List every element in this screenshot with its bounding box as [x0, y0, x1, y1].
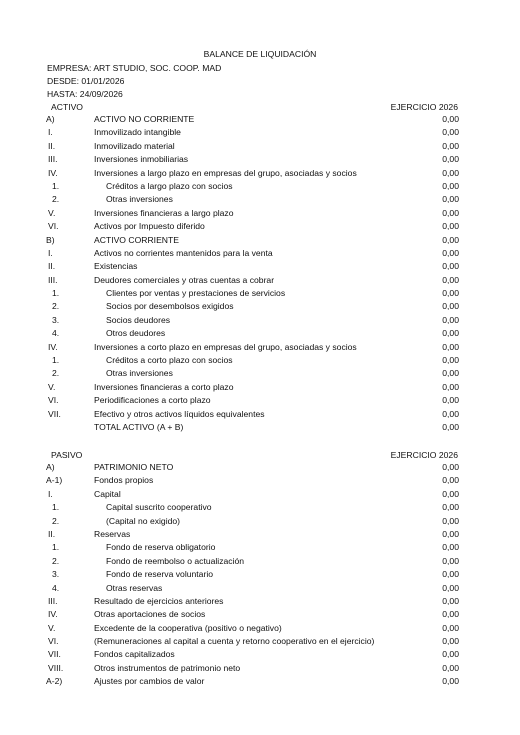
row-code: I.: [48, 488, 53, 499]
row-label: Otras inversiones: [106, 368, 173, 379]
row-label: Fondos capitalizados: [94, 649, 175, 660]
row-code: II.: [48, 528, 56, 539]
date-from-line: DESDE: 01/01/2026: [47, 76, 125, 86]
row-code: 1.: [52, 180, 60, 191]
table-row: [0, 367, 520, 380]
row-code: 2.: [52, 301, 60, 312]
row-label: Resultado de ejercicios anteriores: [94, 595, 224, 606]
pasivo-header-label: PASIVO: [51, 450, 83, 460]
row-code: 2.: [52, 515, 60, 526]
row-label: Inmovilizado intangible: [94, 127, 181, 138]
row-label: Créditos a largo plazo con socios: [106, 180, 233, 191]
row-value: 0,00: [442, 207, 459, 218]
row-code: V.: [48, 381, 56, 392]
row-label: Otras aportaciones de socios: [94, 609, 206, 620]
row-value: 0,00: [442, 114, 459, 124]
row-label: Otros instrumentos de patrimonio neto: [94, 662, 241, 673]
row-code: VII.: [48, 649, 61, 660]
table-row: [0, 274, 520, 287]
row-label: Activos por Impuesto diferido: [94, 221, 205, 232]
row-label: Inversiones financieras a corto plazo: [94, 381, 234, 392]
table-row: [0, 394, 520, 407]
row-label: Deudores comerciales y otras cuentas a cobrar: [94, 274, 275, 285]
row-code: I.: [48, 247, 53, 258]
row-code: IV.: [48, 609, 58, 620]
row-label: Ajustes por cambios de valor: [94, 676, 205, 687]
row-label: Efectivo y otros activos líquidos equivalentes: [94, 408, 265, 419]
row-value: 0,00: [442, 622, 459, 633]
table-row: [0, 461, 520, 474]
row-label: (Capital no exigido): [106, 515, 181, 526]
row-label: Clientes por ventas y prestaciones de servicios: [106, 288, 286, 299]
row-code: VII.: [48, 408, 61, 419]
row-code: A-1): [46, 475, 63, 486]
table-row: [0, 327, 520, 340]
row-value: 0,00: [442, 341, 459, 352]
row-code: IV.: [48, 167, 58, 178]
table-row: [0, 381, 520, 394]
table-row: [0, 648, 520, 661]
row-value: 0,00: [442, 555, 459, 566]
row-value: 0,00: [442, 475, 459, 486]
table-row: [0, 314, 520, 327]
row-value: 0,00: [442, 595, 459, 606]
table-row: [0, 247, 520, 260]
row-code: 4.: [52, 328, 60, 339]
row-label: ACTIVO CORRIENTE: [94, 234, 179, 245]
row-value: 0,00: [442, 328, 459, 339]
row-value: 0,00: [442, 314, 459, 325]
row-code: 2.: [52, 368, 60, 379]
row-label: Inversiones a largo plazo en empresas del grupo, asociadas y socios: [94, 167, 357, 178]
row-value: 0,00: [442, 662, 459, 673]
row-code: A): [46, 114, 55, 124]
activo-header-year: EJERCICIO 2026: [390, 102, 458, 112]
row-code: 1.: [52, 355, 60, 366]
row-code: II.: [48, 261, 56, 272]
row-label: Inversiones a corto plazo en empresas del grupo, asociadas y socios: [94, 341, 357, 352]
table-row: [0, 300, 520, 313]
table-row: [0, 260, 520, 273]
row-code: V.: [48, 622, 56, 633]
row-code: 1.: [52, 542, 60, 553]
row-value: 0,00: [442, 127, 459, 138]
row-label: Fondo de reserva voluntario: [106, 569, 214, 580]
row-value: 0,00: [442, 676, 459, 687]
row-value: 0,00: [442, 288, 459, 299]
row-value: 0,00: [442, 395, 459, 406]
row-value: 0,00: [442, 368, 459, 379]
table-row: [0, 220, 520, 233]
row-code: VIII.: [48, 662, 64, 673]
row-code: 3.: [52, 569, 60, 580]
table-row: [0, 193, 520, 206]
row-value: 0,00: [442, 528, 459, 539]
pasivo-header-year: EJERCICIO 2026: [390, 450, 458, 460]
row-label: Reservas: [94, 528, 131, 539]
row-code: 2.: [52, 555, 60, 566]
row-value: 0,00: [442, 502, 459, 513]
row-value: 0,00: [442, 488, 459, 499]
table-row: [0, 541, 520, 554]
row-value: 0,00: [442, 154, 459, 165]
row-value: 0,00: [442, 408, 459, 419]
row-value: 0,00: [442, 274, 459, 285]
row-value: 0,00: [442, 421, 459, 432]
row-value: 0,00: [442, 649, 459, 660]
table-row: [0, 635, 520, 648]
row-label: Otras inversiones: [106, 194, 173, 205]
row-value: 0,00: [442, 234, 459, 245]
table-row: [0, 354, 520, 367]
row-code: A-2): [46, 676, 63, 687]
table-row: [0, 675, 520, 688]
activo-header-label: ACTIVO: [51, 102, 83, 112]
row-value: 0,00: [442, 381, 459, 392]
row-code: 4.: [52, 582, 60, 593]
table-row: [0, 421, 520, 434]
row-code: I.: [48, 127, 53, 138]
table-row: [0, 662, 520, 675]
pasivo-table: [0, 461, 520, 689]
activo-table: [0, 113, 520, 434]
company-line: EMPRESA: ART STUDIO, SOC. COOP. MAD: [47, 63, 222, 73]
row-label: Otras reservas: [106, 582, 163, 593]
table-row: [0, 568, 520, 581]
row-value: 0,00: [442, 301, 459, 312]
row-label: Fondo de reembolso o actualización: [106, 555, 245, 566]
row-code: III.: [48, 154, 58, 165]
table-row: [0, 488, 520, 501]
row-label: Capital: [94, 488, 121, 499]
table-row: [0, 153, 520, 166]
table-row: [0, 582, 520, 595]
table-row: [0, 501, 520, 514]
row-value: 0,00: [442, 194, 459, 205]
row-code: IV.: [48, 341, 58, 352]
row-code: III.: [48, 274, 58, 285]
row-value: 0,00: [442, 515, 459, 526]
row-label: Créditos a corto plazo con socios: [106, 355, 233, 366]
row-value: 0,00: [442, 582, 459, 593]
table-row: [0, 140, 520, 153]
table-row: [0, 408, 520, 421]
row-label: Activos no corrientes mantenidos para la venta: [94, 247, 273, 258]
table-row: [0, 474, 520, 487]
row-value: 0,00: [442, 140, 459, 151]
table-row: [0, 555, 520, 568]
row-label: PATRIMONIO NETO: [94, 462, 174, 472]
table-row: [0, 622, 520, 635]
table-row: [0, 595, 520, 608]
row-code: III.: [48, 595, 58, 606]
row-label: ACTIVO NO CORRIENTE: [94, 114, 195, 124]
row-code: VI.: [48, 636, 59, 647]
row-code: B): [46, 234, 55, 245]
row-value: 0,00: [442, 180, 459, 191]
row-code: 1.: [52, 502, 60, 513]
row-code: VI.: [48, 395, 59, 406]
row-code: V.: [48, 207, 56, 218]
row-label: (Remuneraciones al capital a cuenta y retorno cooperativo en el ejercicio): [94, 636, 375, 647]
row-value: 0,00: [442, 542, 459, 553]
row-value: 0,00: [442, 221, 459, 232]
table-row: [0, 608, 520, 621]
row-code: 3.: [52, 314, 60, 325]
row-label: TOTAL ACTIVO (A + B): [94, 421, 184, 432]
table-row: [0, 515, 520, 528]
row-label: Fondo de reserva obligatorio: [106, 542, 216, 553]
row-value: 0,00: [442, 355, 459, 366]
row-label: Inversiones financieras a largo plazo: [94, 207, 234, 218]
table-row: [0, 167, 520, 180]
row-label: Excedente de la cooperativa (positivo o negativo): [94, 622, 282, 633]
table-row: [0, 126, 520, 139]
row-code: A): [46, 462, 55, 472]
row-value: 0,00: [442, 167, 459, 178]
table-row: [0, 207, 520, 220]
table-row: [0, 287, 520, 300]
row-label: Inversiones inmobiliarias: [94, 154, 189, 165]
row-value: 0,00: [442, 636, 459, 647]
row-value: 0,00: [442, 247, 459, 258]
row-label: Capital suscrito cooperativo: [106, 502, 212, 513]
table-row: [0, 113, 520, 126]
row-value: 0,00: [442, 609, 459, 620]
row-label: Fondos propios: [94, 475, 154, 486]
row-value: 0,00: [442, 462, 459, 472]
table-row: [0, 341, 520, 354]
table-row: [0, 528, 520, 541]
row-label: Socios por desembolsos exigidos: [106, 301, 234, 312]
date-to-line: HASTA: 24/09/2026: [47, 89, 123, 99]
row-label: Otros deudores: [106, 328, 166, 339]
row-label: Socios deudores: [106, 314, 171, 325]
row-label: Existencias: [94, 261, 138, 272]
row-label: Inmovilizado material: [94, 140, 175, 151]
row-label: Periodificaciones a corto plazo: [94, 395, 211, 406]
document-title: BALANCE DE LIQUIDACIÓN: [203, 49, 317, 59]
row-value: 0,00: [442, 261, 459, 272]
row-code: 1.: [52, 288, 60, 299]
table-row: [0, 234, 520, 247]
table-row: [0, 180, 520, 193]
row-code: VI.: [48, 221, 59, 232]
row-code: 2.: [52, 194, 60, 205]
row-value: 0,00: [442, 569, 459, 580]
row-code: II.: [48, 140, 56, 151]
